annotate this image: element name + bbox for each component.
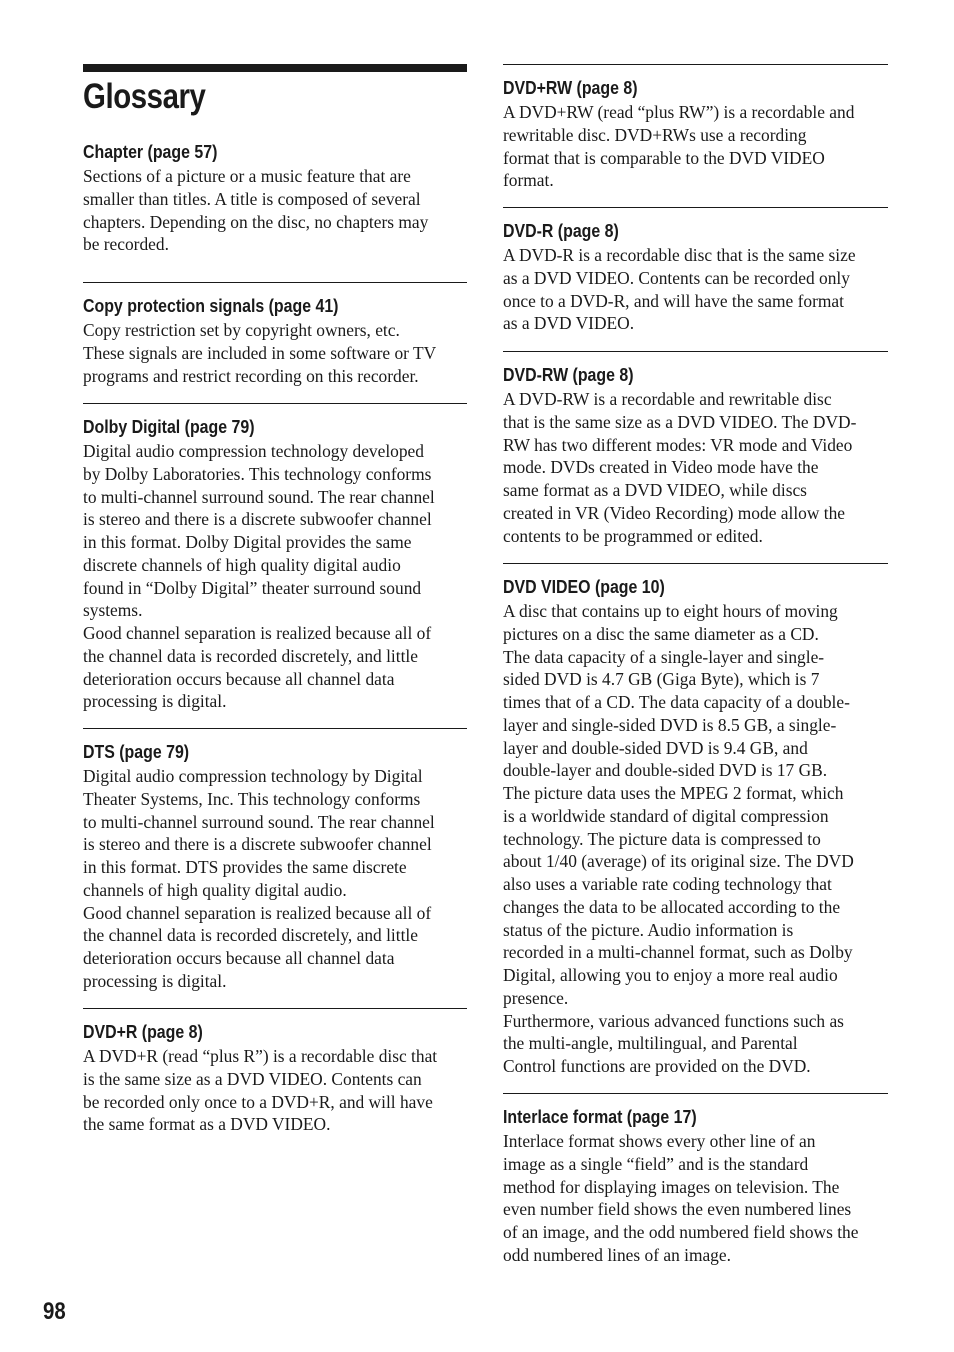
glossary-definition: Digital audio compression technology developed by Dolby Laboratories. This technology conforms to multi-channel surround sound. The rear channel is stereo and there is a discrete subwoofer channel in this format. Dolby Digital provides the same discrete channels of high quality digital audio found in “Dolby Digital” theater surround sound systems. Good channel separation is realized because all of the channel data is recorded discretely, and little deterioration occurs because all channel data processing is digital. xyxy=(83,441,435,712)
glossary-entry-dts xyxy=(83,728,467,993)
glossary-entry-dvd-video xyxy=(503,563,888,1078)
glossary-definition: Digital audio compression technology by Digital Theater Systems, Inc. This technology conforms to multi-channel surround sound. The rear channel is stereo and there is a discrete subwoofer channel in this format. DTS provides the same discrete channels of high quality digital audio. Good channel separation is realized because all of the channel data is recorded discretely, and little deterioration occurs because all channel data processing is digital. xyxy=(83,766,435,991)
glossary-definition: Sections of a picture or a music feature that are smaller than titles. A title is composed of several chapters. Depending on the disc, no chapters may be recorded. xyxy=(83,166,429,255)
glossary-definition: A disc that contains up to eight hours of moving pictures on a disc the same diameter as a CD. The data capacity of a single-layer and single- sided DVD is 4.7 GB (Giga Byte), which is 7 times that of a CD. The data capacity of a double- layer and single-sided DVD is 8.5 GB, a single- layer and double-sided DVD is 9.4 GB, and double-layer and double-sided DVD is 17 GB. The picture data uses the MPEG 2 format, which is a worldwide standard of digital compression technology. The picture data is compressed to about 1/40 (average) of its original size. The DVD also uses a variable rate coding technology that changes the data to be allocated according to the status of the picture. Audio information is recorded in a multi-channel format, such as Dolby Digital, allowing you to enjoy a more real audio presence. Furthermore, various advanced functions such as the multi-angle, multilingual, and Parental Control functions are provided on the DVD. xyxy=(503,601,854,1076)
glossary-term: DVD-RW (page 8) xyxy=(503,364,634,385)
glossary-definition: Copy restriction set by copyright owners, etc. These signals are included in some software or TV programs and restrict recording on this recorder. xyxy=(83,320,437,386)
title-rule xyxy=(83,64,467,72)
glossary-entry-chapter xyxy=(83,141,467,256)
glossary-entry-dvd-r xyxy=(503,207,888,335)
glossary-entry-dolby-digital xyxy=(83,403,467,713)
glossary-term: DVD+R (page 8) xyxy=(83,1021,203,1042)
glossary-term: DVD-R (page 8) xyxy=(503,220,619,241)
page-number: 98 xyxy=(43,1298,66,1325)
glossary-entry-dvd-rw xyxy=(503,351,888,547)
glossary-definition: Interlace format shows every other line of an image as a single “field” and is the standard method for displaying images on television. The even number field shows the even numbered lines of an image, and the odd numbered field shows the odd numbered lines of an image. xyxy=(503,1131,859,1265)
glossary-definition: A DVD-R is a recordable disc that is the same size as a DVD VIDEO. Contents can be recorded only once to a DVD-R, and will have the same format as a DVD VIDEO. xyxy=(503,245,856,334)
glossary-term: DVD VIDEO (page 10) xyxy=(503,576,665,597)
glossary-entry-copy-protection xyxy=(83,282,467,387)
glossary-entry-interlace-format xyxy=(503,1093,888,1267)
glossary-entry-dvd-plus-rw xyxy=(503,64,888,192)
glossary-term: Copy protection signals (page 41) xyxy=(83,295,339,316)
glossary-term: Interlace format (page 17) xyxy=(503,1106,697,1127)
glossary-definition: A DVD-RW is a recordable and rewritable disc that is the same size as a DVD VIDEO. The DVD- RW has two different modes: VR mode and Video mode. DVDs created in Video mode have the same format as a DVD VIDEO, while discs created in VR (Video Recording) mode allow the contents to be programmed or edited. xyxy=(503,389,857,546)
glossary-definition: A DVD+R (read “plus R”) is a recordable disc that is the same size as a DVD VIDEO. Contents can be recorded only once to a DVD+R, and will have the same format as a DVD VIDEO. xyxy=(83,1046,438,1135)
glossary-entry-dvd-plus-r xyxy=(83,1008,467,1136)
page-title: Glossary xyxy=(83,77,206,116)
glossary-term: Chapter (page 57) xyxy=(83,141,218,162)
glossary-term: DTS (page 79) xyxy=(83,741,190,762)
glossary-term: Dolby Digital (page 79) xyxy=(83,416,255,437)
glossary-definition: A DVD+RW (read “plus RW”) is a recordable and rewritable disc. DVD+RWs use a recording format that is comparable to the DVD VIDEO format. xyxy=(503,102,855,191)
glossary-term: DVD+RW (page 8) xyxy=(503,77,638,98)
